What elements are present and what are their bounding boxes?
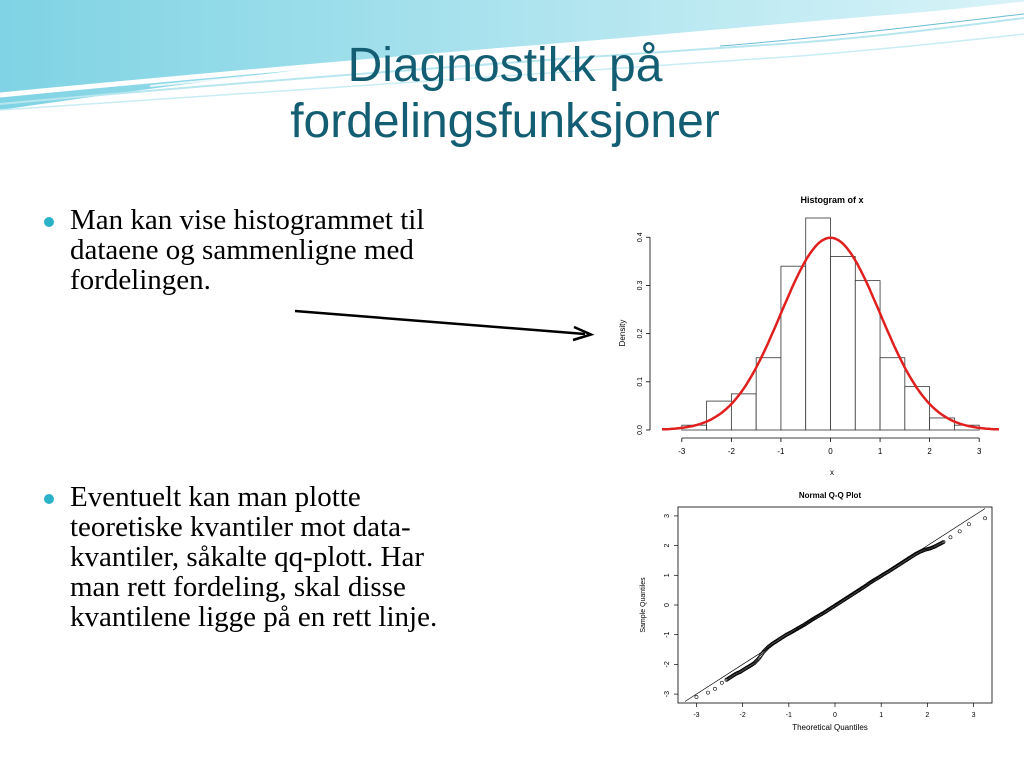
- slide-title: [100, 38, 910, 150]
- x-tick-label: 3: [976, 447, 982, 456]
- bullet-line: dataene og sammenligne med: [70, 234, 414, 266]
- y-tick-label: 0.4: [637, 232, 644, 243]
- x-tick-label: 3: [971, 712, 976, 719]
- qq-plot-chart: [632, 485, 1004, 740]
- y-tick-label: 3: [664, 513, 671, 518]
- qq-point: [713, 687, 716, 690]
- x-tick-label: -2: [727, 447, 735, 456]
- x-axis-label: x: [830, 468, 834, 477]
- bullet-line: Eventuelt kan man plotte: [70, 481, 361, 513]
- x-tick-label: 2: [925, 712, 930, 719]
- slide-title-line: Diagnostikk på: [347, 39, 663, 92]
- histogram-bar: [781, 266, 806, 430]
- y-tick-label: 2: [664, 543, 671, 548]
- chart-title: Normal Q-Q Plot: [798, 491, 862, 500]
- x-tick-label: -3: [693, 712, 700, 719]
- x-tick-label: 2: [927, 447, 932, 456]
- y-tick-label: 0.1: [637, 376, 644, 387]
- bullet-text: [46, 205, 576, 295]
- histogram-bar: [756, 358, 781, 430]
- x-axis-label: Theoretical Quantiles: [792, 723, 868, 732]
- qq-point: [706, 691, 709, 694]
- bullet-line: man rett fordeling, skal disse: [70, 571, 406, 603]
- y-axis-label: Density: [618, 319, 627, 347]
- qq-point: [949, 536, 952, 539]
- y-axis-label: Sample Quantiles: [640, 577, 647, 633]
- x-tick-label: 1: [879, 712, 884, 719]
- bullet-item-qq-plot: [46, 482, 576, 632]
- x-tick-label: 0: [828, 447, 833, 456]
- y-tick-label: -2: [664, 661, 671, 668]
- bullet-line: fordelingen.: [70, 264, 211, 296]
- bullet-dot-icon: [44, 217, 54, 227]
- bullet-line: kvantiler, såkalte qq-plott. Har: [70, 541, 424, 573]
- bullet-line: Man kan vise histogrammet til: [70, 204, 425, 236]
- qq-point: [958, 530, 961, 533]
- x-tick-label: -3: [678, 447, 686, 456]
- histogram-chart: [607, 183, 1017, 483]
- y-tick-label: -3: [664, 690, 671, 698]
- qq-point: [695, 695, 698, 698]
- histogram-bar: [831, 257, 856, 430]
- x-tick-label: -1: [777, 447, 785, 456]
- bullet-item-histogram: [46, 205, 576, 295]
- bullet-text: [46, 482, 576, 632]
- y-tick-label: 0.3: [637, 280, 644, 291]
- histogram-bar: [880, 358, 905, 430]
- y-tick-label: 1: [664, 573, 671, 578]
- x-tick-label: 0: [833, 712, 837, 719]
- qq-point: [720, 681, 723, 684]
- chart-title: Histogram of x: [800, 195, 864, 205]
- y-tick-label: 0.2: [637, 328, 644, 339]
- bullet-dot-icon: [44, 494, 54, 504]
- y-tick-label: 0: [664, 603, 671, 607]
- y-tick-label: 0.0: [637, 425, 644, 435]
- x-tick-label: -2: [739, 712, 746, 719]
- x-tick-label: 1: [877, 447, 883, 456]
- qq-point: [983, 517, 986, 520]
- qq-point: [967, 523, 970, 526]
- arrow-pointer: [285, 300, 605, 350]
- histogram-bar: [806, 218, 831, 430]
- x-tick-label: -1: [785, 712, 792, 719]
- bullet-line: kvantilene ligge på en rett linje.: [70, 601, 438, 633]
- bullet-line: teoretiske kvantiler mot data-: [70, 511, 411, 543]
- histogram-bar: [905, 387, 930, 430]
- slide-title-line: fordelingsfunksjoner: [290, 95, 720, 148]
- y-tick-label: -1: [664, 631, 671, 638]
